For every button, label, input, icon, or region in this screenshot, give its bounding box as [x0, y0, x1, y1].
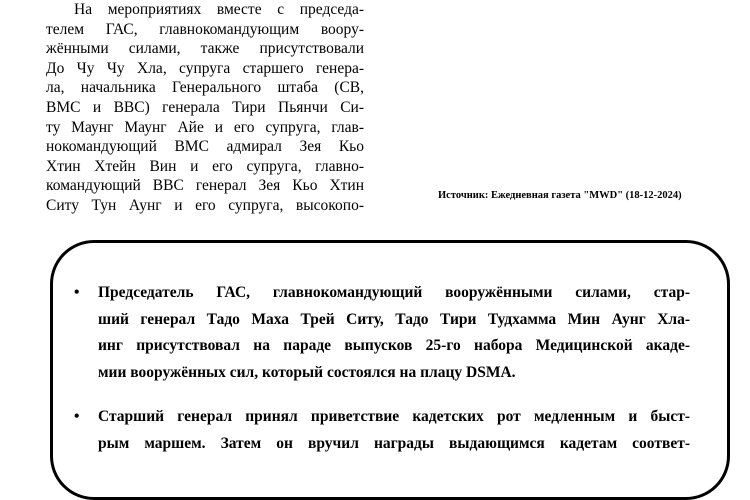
bullet-icon: •	[74, 284, 80, 301]
text-line: командующий ВВС генерал Зея Кьо Хтин	[46, 177, 364, 195]
text-line: Ситу Тун Аунг и его супруга, высокопо-	[46, 196, 364, 214]
text-line: На мероприятиях вместе с председа-	[74, 1, 364, 18]
text-line: телем ГАС, главнокомандующим воору-	[46, 20, 364, 38]
text-line: ВМС и ВВС) генерала Тири Пьянчи Си-	[46, 98, 364, 116]
bullet-line: ший генерал Тадо Маха Трей Ситу, Тадо Тири Тудхамма Мин Аунг Хла-	[98, 310, 690, 328]
text-line: Хтин Хтейн Вин и его супруга, главно-	[46, 157, 364, 175]
text-line: нокомандующий ВМС адмирал Зея Кьо	[46, 138, 364, 156]
bullet-line: Старший генерал принял приветствие кадетских рот медленным и быст-	[98, 408, 690, 425]
source-caption: Источник: Ежедневная газета "MWD" (18-12-2024)	[438, 190, 682, 201]
text-line: ту Маунг Маунг Айе и его супруга, глав-	[46, 118, 364, 136]
text-line: До Чу Чу Хла, супруга старшего генера-	[46, 59, 364, 77]
summary-bullet-list	[72, 280, 690, 475]
bullet-line: инг присутствовал на параде выпусков 25-го набора Медицинской акаде-	[98, 337, 690, 354]
bullet-item	[72, 280, 690, 386]
text-line: ла, начальника Генерального штаба (СВ,	[46, 79, 364, 97]
bullet-icon: •	[74, 408, 80, 425]
bullet-line: Председатель ГАС, главнокомандующий вооружёнными силами, стар-	[98, 284, 690, 301]
left-text-column	[46, 0, 364, 216]
bullet-line: рым маршем. Затем он вручил награды выдающимся кадетам соответ-	[98, 434, 690, 452]
text-line: жёнными силами, также присутствовали	[46, 40, 364, 58]
bullet-line: мии вооружённых сил, который состоялся на плацу DSMA.	[98, 363, 516, 381]
bullet-item	[72, 404, 690, 457]
